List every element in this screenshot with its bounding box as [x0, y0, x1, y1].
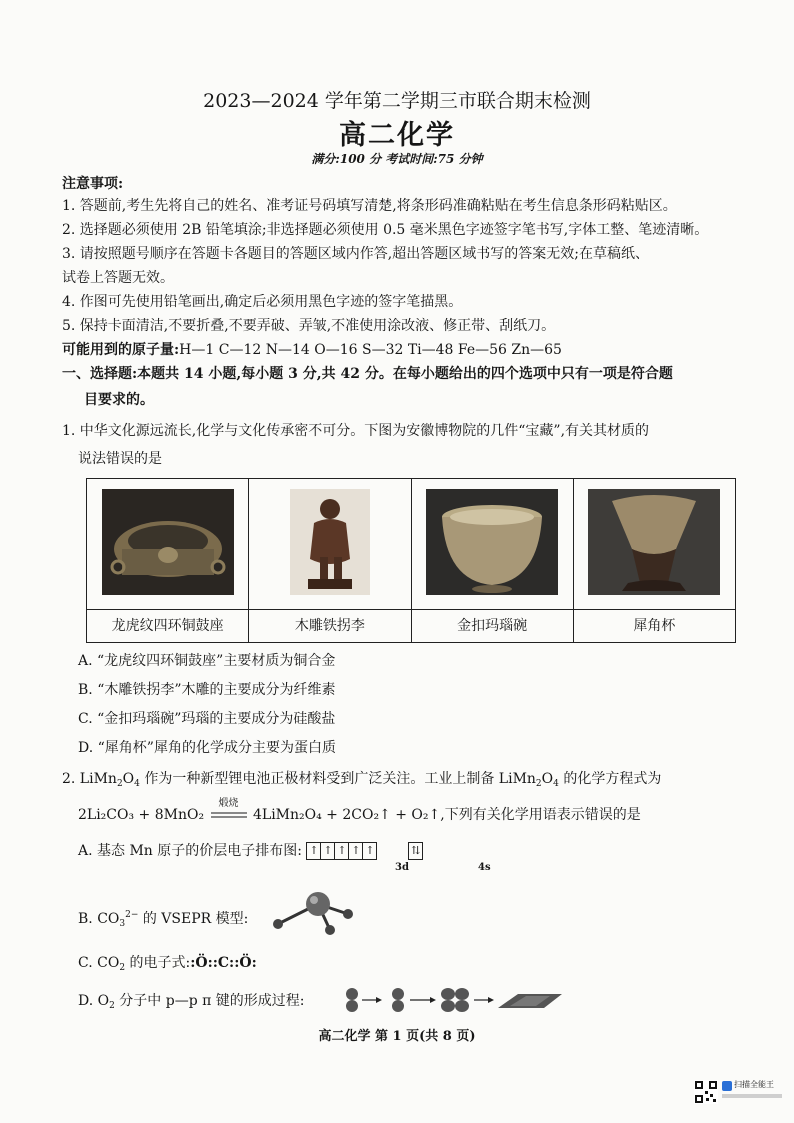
notes-title: 注意事项:: [62, 176, 124, 192]
note-item-4: 4. 作图可先使用铅笔画出,确定后必须用黑色字迹的签字笔描黑。: [62, 294, 463, 310]
note-item-2: 2. 选择题必须使用 2B 铅笔填涂;非选择题必须使用 0.5 毫米黑色字迹签字笔书写,字体工整、笔迹清晰。: [62, 222, 709, 238]
orbital-3d: [306, 842, 377, 860]
q2-option-a: [78, 842, 423, 860]
q2-option-c: [78, 954, 257, 977]
note-item-3-cont: 试卷上答题无效。: [62, 270, 174, 286]
equation-arrow: [209, 798, 249, 819]
atomic-masses-values: H—1 C—12 N—14 O—16 S—32 Ti—48 Fe—56 Zn—65: [179, 342, 562, 358]
image-cell-agate-bowl: [411, 479, 573, 610]
note-item-5: 5. 保持卡面清洁,不要折叠,不要弄破、弄皱,不准使用涂改液、修正带、刮纸刀。: [62, 318, 556, 334]
orbital-box: ↑: [320, 842, 334, 860]
q2-option-c-sub: 2: [119, 963, 126, 973]
q2-equation: [78, 798, 641, 824]
caption-agate-bowl: 金扣玛瑙碗: [411, 610, 573, 643]
section1-heading-cont: 目要求的。: [84, 392, 154, 408]
orbital-box: ⇅: [408, 842, 423, 860]
exam-meta: 满分:100 分 考试时间:75 分钟: [311, 152, 483, 166]
q1-image-table: [86, 478, 736, 643]
note-item-3: 3. 请按照题号顺序在答题卡各题目的答题区域内作答,超出答题区域书写的答案无效;在草稿纸、: [62, 246, 649, 262]
image-cell-wood-carving: [249, 479, 411, 610]
section1-heading: 一、选择题:本题共 14 小题,每小题 3 分,共 42 分。在每小题给出的四个选项中只有一项是符合题: [62, 366, 673, 382]
pi-bond-formation-icon: [340, 986, 566, 1014]
q2-stem-part2: O: [122, 771, 135, 787]
q1-stem-cont: 说法错误的是: [78, 451, 162, 467]
drum-stand-image: [102, 489, 234, 595]
equation-products: 4LiMn₂O₄ + 2CO₂↑ + O₂↑: [252, 807, 441, 823]
q2-sub-4b: 4: [553, 779, 559, 789]
page-footer: 高二化学 第 1 页(共 8 页): [318, 1029, 476, 1044]
orbital-box: ↑: [348, 842, 362, 860]
q2-stem: [62, 770, 661, 793]
q1-option-d: D. “犀角杯”犀角的化学成分主要为蛋白质: [78, 740, 336, 756]
q2-option-c-text: C. CO: [78, 955, 120, 971]
qr-code-icon: [694, 1080, 718, 1104]
watermark-text: 扫描全能王: [734, 1080, 774, 1089]
note-item-1: 1. 答题前,考生先将自己的姓名、准考证号码填写清楚,将条形码准确粘贴在考生信息条形码粘贴区。: [62, 198, 677, 214]
orbital-box: ↑: [334, 842, 348, 860]
q2-option-b-tail: 的 VSEPR 模型:: [138, 911, 249, 927]
q2-option-d: [78, 992, 305, 1015]
subject-title: 高二化学: [339, 120, 455, 151]
agate-bowl-image: [426, 489, 558, 595]
q2-option-a-text: A. 基态 Mn 原子的价层电子排布图:: [78, 843, 302, 859]
q2-stem-part3: 作为一种新型锂电池正极材料受到广泛关注。工业上制备 LiMn: [139, 771, 536, 787]
caption-drum-stand: 龙虎纹四环铜鼓座: [87, 610, 249, 643]
label-4s: 4s: [478, 862, 491, 873]
q2-stem-part1: 2. LiMn: [62, 771, 117, 787]
q2-option-b-sub: 3: [119, 919, 126, 929]
q2-option-b-sup: 2−: [125, 910, 139, 920]
q2-option-b: [78, 906, 248, 933]
image-cell-rhino-cup: [573, 479, 735, 610]
equation-tail: ,下列有关化学用语表示错误的是: [440, 807, 641, 823]
rhino-horn-cup-image: [588, 489, 720, 595]
co2-electron-formula: :Ö::C::Ö:: [190, 955, 257, 971]
q2-option-d-sub: 2: [109, 1001, 115, 1011]
q2-option-b-text: B. CO: [78, 911, 120, 927]
wood-carving-image: [264, 489, 396, 595]
watermark-subtext-bar: [722, 1094, 782, 1098]
q2-sub-2b: 2: [535, 779, 542, 789]
q2-sub-4: 4: [134, 779, 140, 789]
orbital-box: ↑: [306, 842, 320, 860]
caption-rhino-cup: 犀角杯: [573, 610, 735, 643]
scanner-watermark: [694, 1078, 786, 1106]
equation-condition: 煅烧: [218, 798, 239, 809]
atomic-masses-label: 可能用到的原子量:: [62, 342, 180, 358]
orbital-box: ↑: [362, 842, 377, 860]
q2-stem-o: O: [541, 771, 554, 787]
q1-stem: 1. 中华文化源远流长,化学与文化传承密不可分。下图为安徽博物院的几件“宝藏”,有关其材质的: [62, 423, 650, 439]
q1-option-a: A. “龙虎纹四环铜鼓座”主要材质为铜合金: [78, 653, 336, 669]
scanner-logo-icon: [722, 1081, 732, 1091]
equation-reactants: 2Li₂CO₃ + 8MnO₂: [78, 807, 205, 823]
q2-stem-part4: 的化学方程式为: [558, 771, 662, 787]
orbital-4s: [408, 842, 423, 860]
image-cell-drum-stand: [87, 479, 249, 610]
q1-option-c: C. “金扣玛瑙碗”玛瑙的主要成分为硅酸盐: [78, 711, 336, 727]
q2-sub-2: 2: [116, 779, 123, 789]
q2-option-c-tail: 的电子式:: [125, 955, 191, 971]
q2-option-d-tail: 分子中 p—p π 键的形成过程:: [114, 993, 305, 1009]
q2-option-d-text: D. O: [78, 993, 110, 1009]
q1-option-b: B. “木雕铁拐李”木雕的主要成分为纤维素: [78, 682, 336, 698]
atomic-masses: [62, 341, 562, 359]
vsepr-model-icon: [270, 890, 360, 940]
caption-wood-carving: 木雕铁拐李: [249, 610, 411, 643]
exam-title: 2023—2024 学年第二学期三市联合期末检测: [203, 90, 591, 112]
label-3d: 3d: [395, 862, 409, 873]
